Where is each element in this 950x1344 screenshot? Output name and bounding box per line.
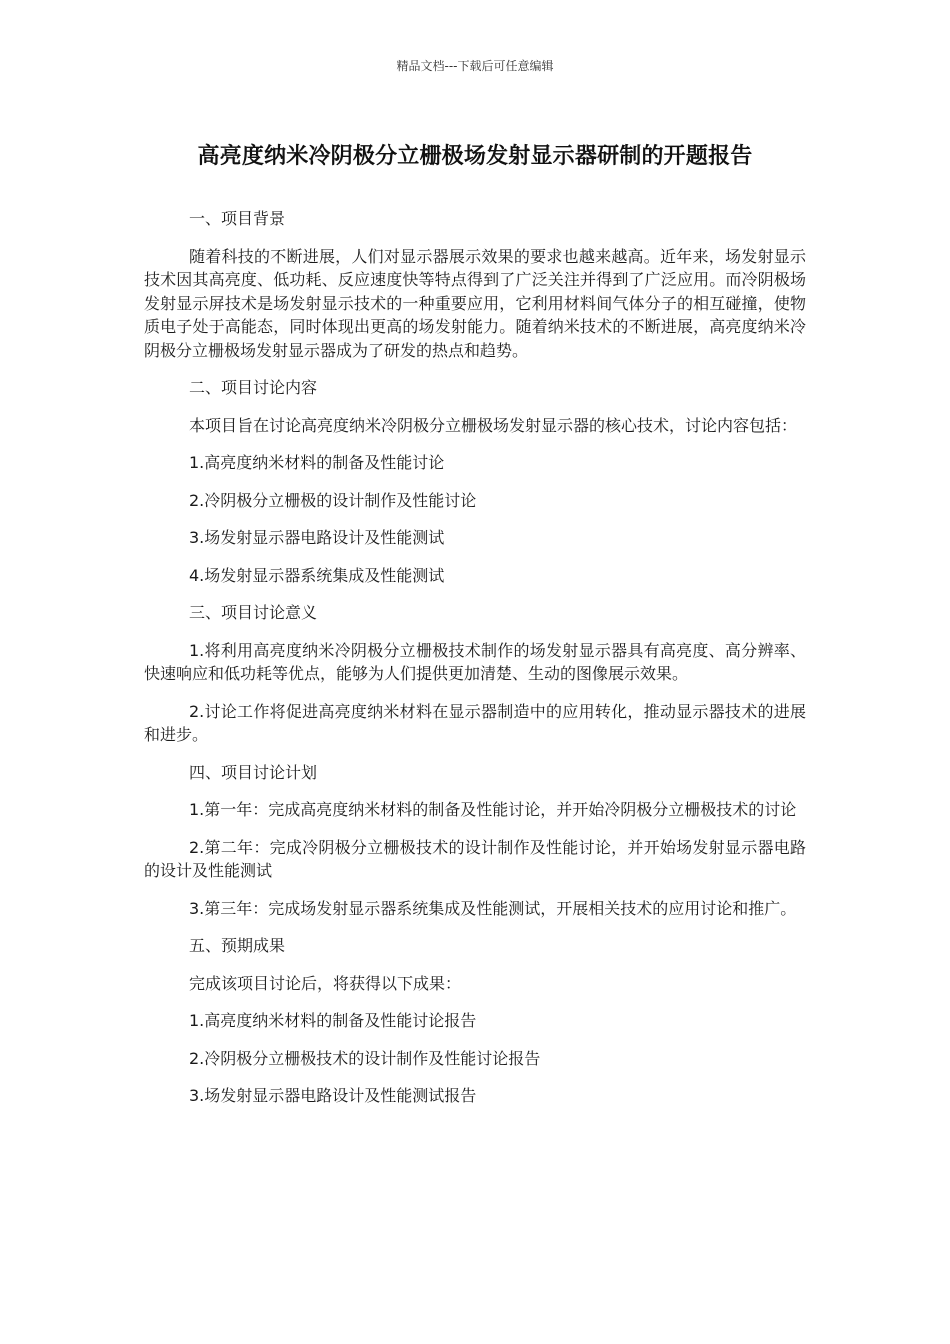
list-item: 1.高亮度纳米材料的制备及性能讨论: [189, 453, 445, 472]
section-heading: 一、项目背景: [189, 209, 286, 228]
list-item: 3.场发射显示器电路设计及性能测试报告: [189, 1086, 477, 1105]
document-body: [144, 207, 806, 1122]
document-title: 高亮度纳米冷阴极分立栅极场发射显示器研制的开题报告: [197, 144, 753, 169]
list-item: 2.第二年：完成冷阴极分立栅极技术的设计制作及性能讨论，并开始场发射显示器电路的设计及性能测试: [144, 837, 806, 880]
list-item: 1.高亮度纳米材料的制备及性能讨论报告: [189, 1011, 477, 1030]
section-heading: 三、项目讨论意义: [189, 603, 318, 622]
paragraph: 本项目旨在讨论高亮度纳米冷阴极分立栅极场发射显示器的核心技术，讨论内容包括：: [189, 415, 798, 435]
list-item: 2.冷阴极分立栅极技术的设计制作及性能讨论报告: [189, 1048, 541, 1068]
list-item: 3.第三年：完成场发射显示器系统集成及性能测试，开展相关技术的应用讨论和推广。: [189, 898, 797, 918]
paragraph: 完成该项目讨论后，将获得以下成果：: [189, 973, 462, 993]
list-item: 1.将利用高亮度纳米冷阴极分立栅极技术制作的场发射显示器具有高亮度、高分辨率、快速响应和低功耗等优点，能够为人们提供更加清楚、生动的图像展示效果。: [144, 640, 806, 683]
list-item: 2.冷阴极分立栅极的设计制作及性能讨论: [189, 490, 477, 510]
section-heading: 二、项目讨论内容: [189, 378, 318, 397]
paragraph: 随着科技的不断进展，人们对显示器展示效果的要求也越来越高。近年来，场发射显示技术因其高亮度、低功耗、反应速度快等特点得到了广泛关注并得到了广泛应用。而冷阴极场发射显示屏技术是场发射显示技术的一种重要应用，它利用材料间气体分子的相互碰撞，使物质电子处于高能态，同时体现出更高的场发射能力。随着纳米技术的不断进展，高亮度纳米冷阴极分立栅极场发射显示器成为了研发的热点和趋势。: [144, 246, 806, 360]
list-item: 2.讨论工作将促进高亮度纳米材料在显示器制造中的应用转化，推动显示器技术的进展和进步。: [144, 701, 806, 744]
section-heading: 四、项目讨论计划: [189, 762, 318, 782]
section-heading: 五、预期成果: [189, 936, 286, 955]
list-item: 4.场发射显示器系统集成及性能测试: [189, 565, 445, 585]
list-item: 1.第一年：完成高亮度纳米材料的制备及性能讨论，并开始冷阴极分立栅极技术的讨论: [189, 800, 797, 819]
header-note: 精品文档---下载后可任意编辑: [396, 59, 554, 73]
list-item: 3.场发射显示器电路设计及性能测试: [189, 528, 445, 547]
